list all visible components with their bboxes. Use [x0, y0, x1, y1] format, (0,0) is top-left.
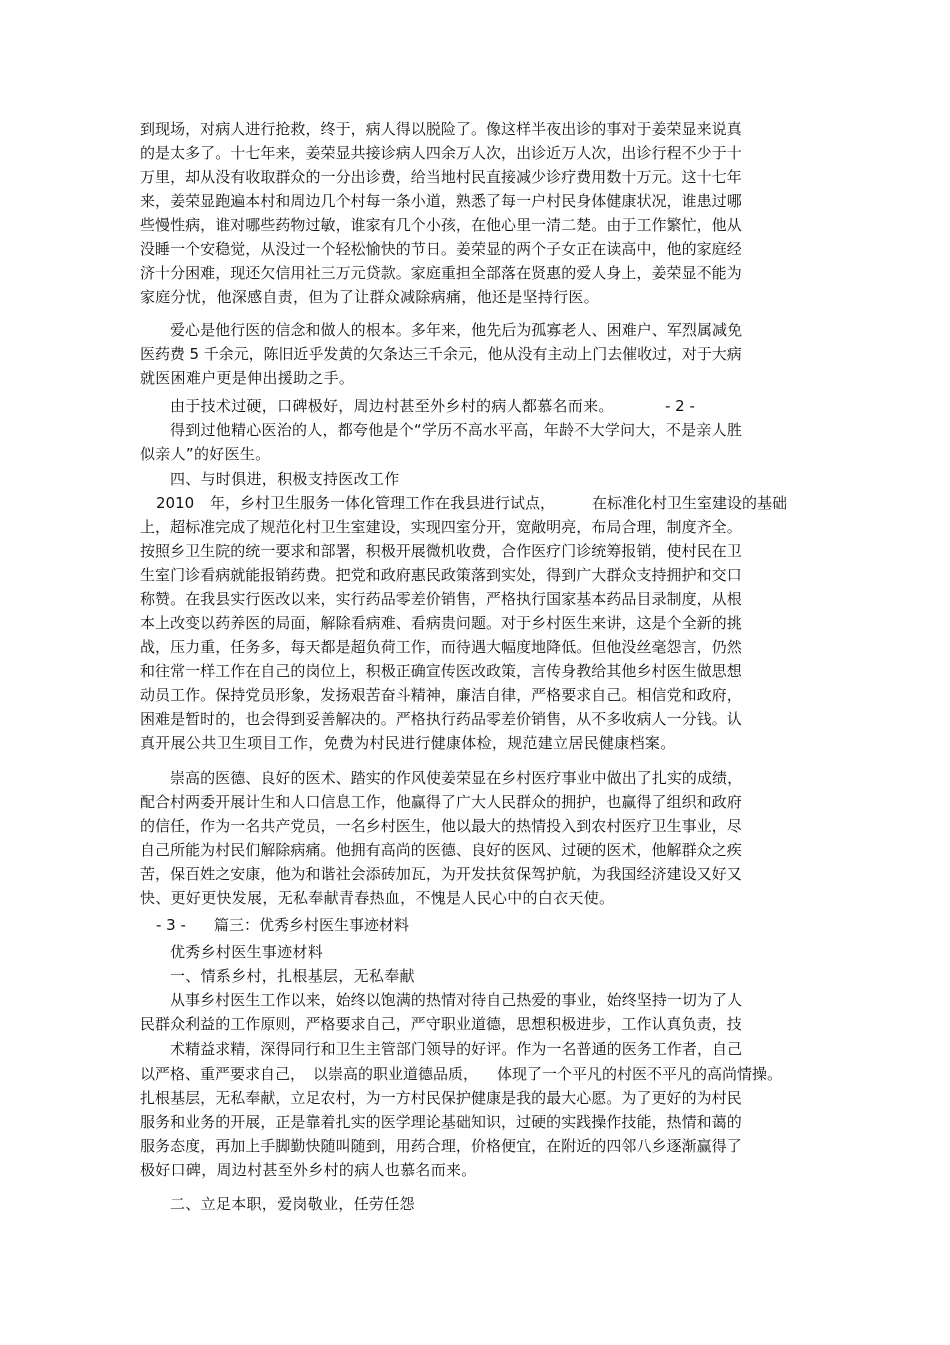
text-line: 和往常一样工作在自己的岗位上，积极正确宣传医改政策，言传身教给其他乡村医生做思想	[140, 662, 742, 680]
text-line: 按照乡卫生院的统一要求和部署，积极开展微机收费，合作医疗门诊统筹报销，使村民在卫	[140, 542, 742, 560]
text-line: 万里，却从没有收取群众的一分出诊费，给当地村民直接减少诊疗费用数十万元。这十七年	[140, 168, 742, 186]
text-line: 术精益求精，深得同行和卫生主管部门领导的好评。作为一名普通的医务工作者，自己	[170, 1040, 743, 1058]
text-line: 自己所能为村民们解除病痛。他拥有高尚的医德、良好的医风、过硬的医术，他解群众之疾	[140, 841, 742, 859]
text-line: 上，超标准完成了规范化村卫生室建设，实现四室分开，宽敞明亮，布局合理，制度齐全。	[140, 518, 742, 536]
text-line: 战，压力重，任务多，每天都是超负荷工作，而待遇大幅度地降低。但他没丝毫怨言，仍然	[140, 638, 742, 656]
year-text: 2010	[156, 494, 195, 512]
text-line: 的信任，作为一名共产党员，一名乡村医生，他以最大的热情投入到农村医疗卫生事业，尽	[140, 817, 742, 835]
text-line: 似亲人”的好医生。	[140, 445, 271, 463]
text-line: 到现场，对病人进行抢救，终于，病人得以脱险了。像这样半夜出诊的事对于姜荣显来说真	[140, 120, 742, 138]
text-line: 称赞。在我县实行医改以来，实行药品零差价销售，严格执行国家基本药品目录制度，从根	[140, 590, 742, 608]
text-line: 极好口碑，周边村甚至外乡村的病人也慕名而来。	[140, 1161, 477, 1179]
text-line: 本上改变以药养医的局面，解除看病难、看病贵问题。对于乡村医生来讲，这是个全新的挑	[140, 614, 742, 632]
page-number: - 2 -	[665, 397, 695, 415]
text-line: 爱心是他行医的信念和做人的根本。多年来，他先后为孤寡老人、困难户、军烈属减免	[170, 321, 743, 339]
text-segment: 体现了一个平凡的村医不平凡的高尚情操。	[497, 1065, 783, 1083]
page-number: - 3 -	[156, 916, 186, 934]
chapter-heading: 篇三：优秀乡村医生事迹材料	[214, 916, 410, 934]
text-line: 动员工作。保持党员形象，发扬艰苦奋斗精神，廉洁自律，严格要求自己。相信党和政府，	[140, 686, 742, 704]
text-line: 真开展公共卫生项目工作，免费为村民进行健康体检，规范建立居民健康档案。	[140, 734, 676, 752]
paragraph: 由于技术过硬，口碑极好，周边村甚至外乡村的病人都慕名而来。	[170, 397, 614, 415]
text-line: 服务和业务的开展，正是靠着扎实的医学理论基础知识，过硬的实践操作技能，热情和蔼的	[140, 1113, 742, 1131]
text-line: 得到过他精心医治的人，都夸他是个“学历不高水平高，年龄不大学问大，不是亲人胜	[170, 421, 743, 439]
section-heading: 一、情系乡村，扎根基层，无私奉献	[170, 967, 415, 985]
text-segment: 以崇高的职业道德品质，	[313, 1065, 479, 1083]
section-heading: 二、立足本职，爱岗敬业，任劳任怨	[170, 1195, 415, 1213]
text-line: 配合村两委开展计生和人口信息工作，他赢得了广大人民群众的拥护，也赢得了组织和政府	[140, 793, 742, 811]
text-line: 困难是暂时的，也会得到妥善解决的。严格执行药品零差价销售，从不多收病人一分钱。认	[140, 710, 742, 728]
text-line: 扎根基层，无私奉献，立足农村，为一方村民保护健康是我的最大心愿。为了更好的为村民	[140, 1089, 742, 1107]
text-segment: 在标准化村卫生室建设的基础	[592, 494, 788, 512]
text-line: 从事乡村医生工作以来，始终以饱满的热情对待自己热爱的事业，始终坚持一切为了人	[170, 991, 743, 1009]
text-segment: 年，乡村卫生服务一体化管理工作在我县进行试点，	[210, 494, 556, 512]
text-line: 生室门诊看病就能报销药费。把党和政府惠民政策落到实处，得到广大群众支持拥护和交口	[140, 566, 742, 584]
text-line: 服务态度，再加上手脚勤快随叫随到，用药合理，价格便宜，在附近的四邻八乡逐渐赢得了	[140, 1137, 742, 1155]
text-line: 来，姜荣显跑遍本村和周边几个村每一条小道，熟悉了每一户村民身体健康状况，谁患过哪	[140, 192, 742, 210]
section-heading: 四、与时俱进，积极支持医改工作	[170, 470, 400, 488]
text-line: 苦，保百姓之安康，他为和谐社会添砖加瓦，为开发扶贫保驾护航，为我国经济建设又好又	[140, 865, 742, 883]
text-line: 快、更好更快发展，无私奉献青春热血，不愧是人民心中的白衣天使。	[140, 889, 615, 907]
text-segment: 以严格、重严要求自己，	[140, 1065, 306, 1083]
text-line: 的是太多了。十七年来，姜荣显共接诊病人四余万人次，出诊近万人次，出诊行程不少于十	[140, 144, 742, 162]
text-line: 没睡一个安稳觉，从没过一个轻松愉快的节日。姜荣显的两个子女正在读高中，他的家庭经	[140, 240, 742, 258]
text-line: 医药费 5 千余元，陈旧近乎发黄的欠条达三千余元，他从没有主动上门去催收过，对于大病	[140, 345, 742, 363]
text-line: 些慢性病，谁对哪些药物过敏，谁家有几个小孩，在他心里一清二楚。由于工作繁忙，他从	[140, 216, 742, 234]
text-line: 家庭分忧，他深感自责，但为了让群众减除病痛，他还是坚持行医。	[140, 288, 600, 306]
text-line: 济十分困难，现还欠信用社三万元贷款。家庭重担全部落在贤惠的爱人身上，姜荣显不能为	[140, 264, 742, 282]
text-line: 就医困难户更是伸出援助之手。	[140, 369, 355, 387]
text-line: 崇高的医德、良好的医术、踏实的作风使姜荣显在乡村医疗事业中做出了扎实的成绩，	[170, 769, 743, 787]
text-line: 民群众利益的工作原则，严格要求自己，严守职业道德，思想积极进步，工作认真负责，技	[140, 1015, 742, 1033]
document-title: 优秀乡村医生事迹材料	[170, 943, 324, 961]
